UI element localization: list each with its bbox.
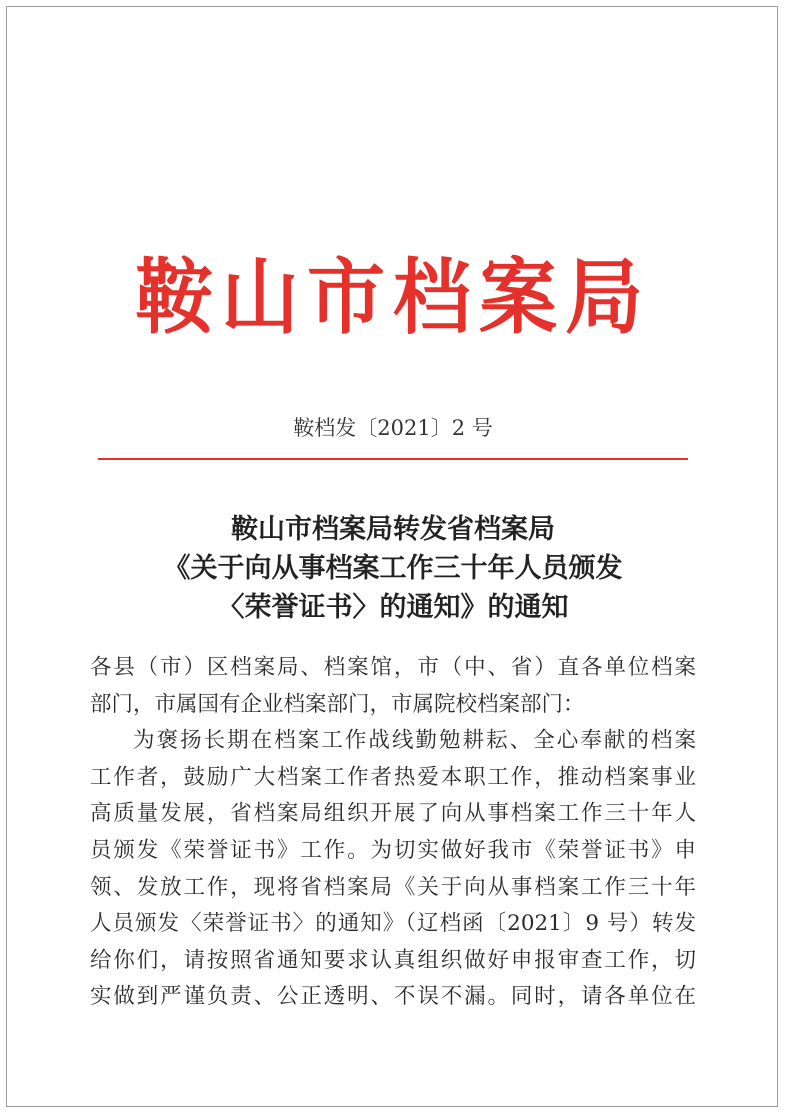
- document-title: [0, 510, 786, 627]
- title-line: 《关于向从事档案工作三十年人员颁发: [163, 553, 623, 584]
- masthead-title: 鞍山市档案局: [134, 250, 651, 346]
- paragraph-line: 工作者，鼓励广大档案工作者热爱本职工作，推动档案事业: [90, 764, 696, 790]
- document-body: [90, 650, 696, 1016]
- paragraph-line: 人员颁发〈荣誉证书〉的通知》（辽档函〔2021〕9 号）转发: [90, 911, 696, 937]
- salutation-line: 部门，市属国有企业档案部门，市属院校档案部门：: [90, 691, 585, 717]
- paragraph-line: 给你们，请按照省通知要求认真组织做好申报审查工作，切: [90, 947, 696, 973]
- document-number: 鞍档发〔2021〕2 号: [293, 416, 493, 440]
- paragraph-line: 员颁发《荣誉证书》工作。为切实做好我市《荣誉证书》申: [90, 837, 696, 863]
- paragraph-line: 实做到严谨负责、公正透明、不误不漏。同时，请各单位在: [90, 984, 696, 1010]
- paragraph-line: 高质量发展，省档案局组织开展了向从事档案工作三十年人: [90, 801, 696, 827]
- salutation-line: 各县（市）区档案局、档案馆，市（中、省）直各单位档案: [90, 655, 696, 680]
- title-line: 鞍山市档案局转发省档案局: [231, 514, 555, 545]
- red-divider-line: [98, 458, 688, 460]
- paragraph-line: 领、发放工作，现将省档案局《关于向从事档案工作三十年: [90, 874, 696, 900]
- paragraph-line: 为褒扬长期在档案工作战线勤勉耕耘、全心奉献的档案: [133, 728, 696, 754]
- title-line: 〈荣誉证书〉的通知》的通知: [217, 592, 569, 623]
